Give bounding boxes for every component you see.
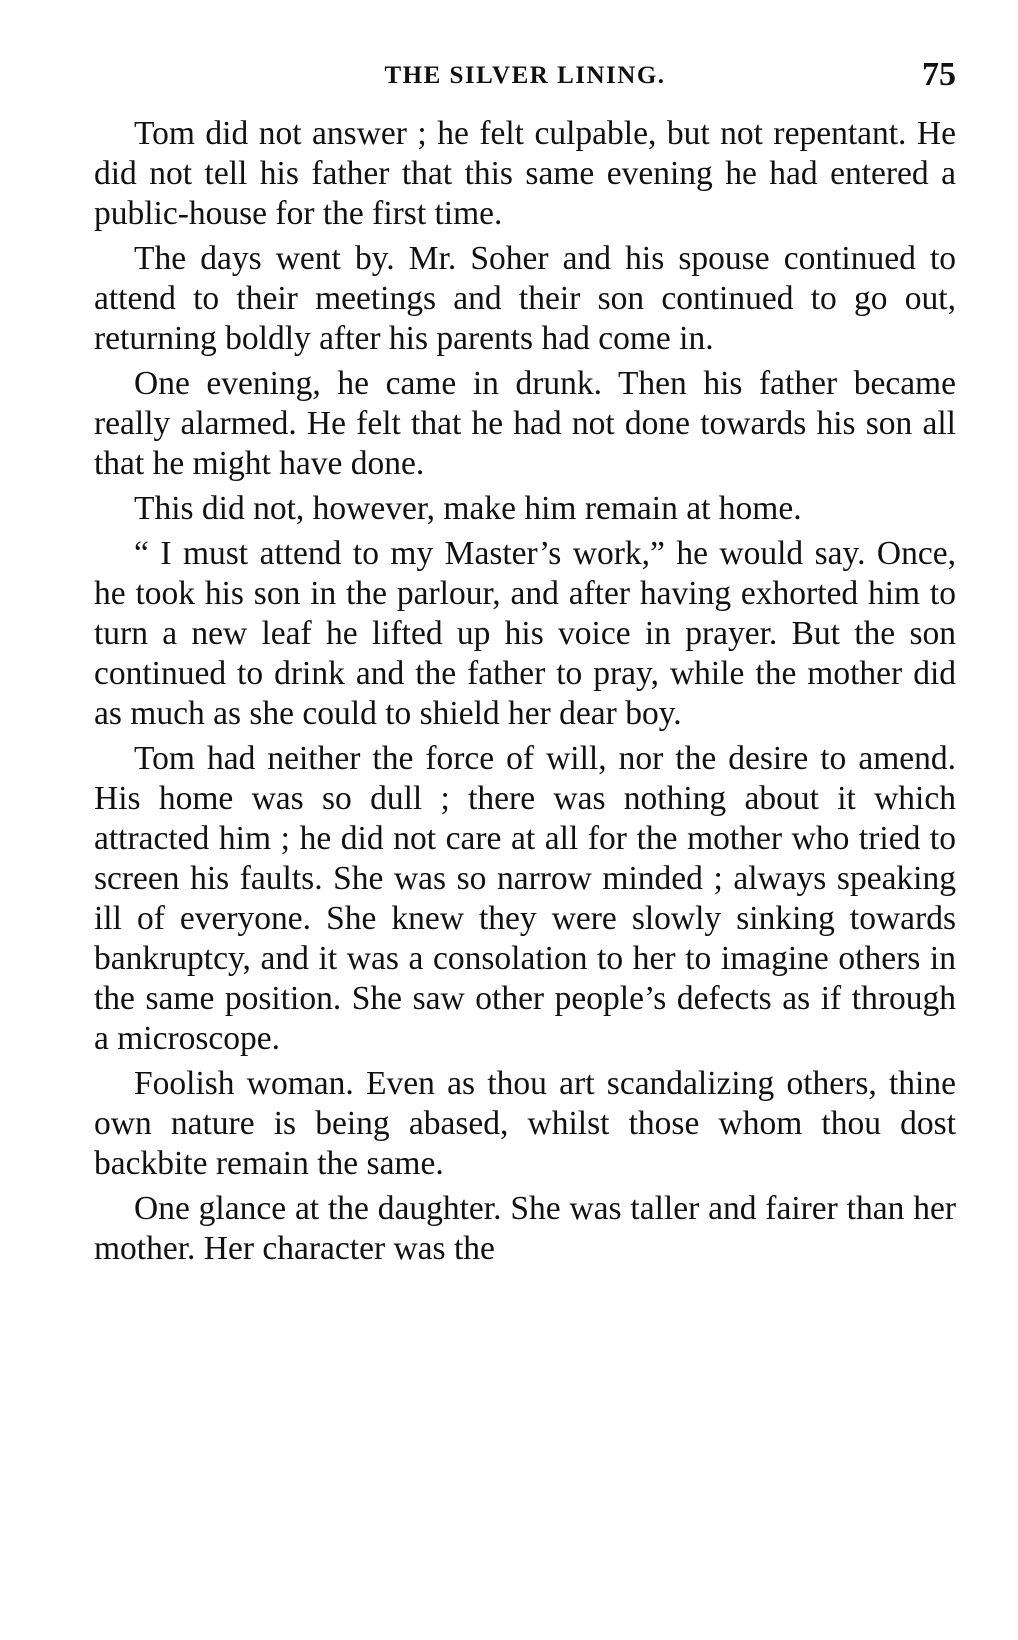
paragraph: This did not, however, make him remain at home.: [134, 490, 802, 527]
paragraph: Foolish woman. Even as thou art scandalizing others, thine own nature is being abased, whilst those whom thou dost backbite remain the same.: [94, 1065, 956, 1182]
paragraph: Tom did not answer ; he felt culpable, but not repentant. He did not tell his father that this same evening he had entered a public-house for the first time.: [94, 115, 956, 232]
running-header: [94, 56, 956, 100]
paragraph: Tom had neither the force of will, nor the desire to amend. His home was so dull ; there was nothing about it which attracted him ; he did not care at all for the mother who tried to screen his faults. She was so narrow minded ; always speaking ill of everyone. She knew they were slowly sinking towards bankruptcy, and it was a consolation to her to imagine others in the same position. She saw other people’s defects as if through a microscope.: [94, 740, 956, 1057]
paragraph: One glance at the daughter. She was taller and fairer than her mother. Her character was the: [94, 1190, 956, 1267]
body-text: [94, 114, 956, 1269]
paragraph: “ I must attend to my Master’s work,” he would say. Once, he took his son in the parlour, and after having exhorted him to turn a new leaf he lifted up his voice in prayer. But the son continued to drink and the father to pray, while the mother did as much as she could to shield her dear boy.: [94, 535, 956, 732]
paragraph: The days went by. Mr. Soher and his spouse continued to attend to their meetings and their son continued to go out, returning boldly after his parents had come in.: [94, 240, 956, 357]
paragraph: One evening, he came in drunk. Then his father became really alarmed. He felt that he had not done towards his son all that he might have done.: [94, 365, 956, 482]
book-page: [94, 56, 956, 1626]
page-number: 75: [922, 56, 956, 93]
running-title: THE SILVER LINING.: [384, 62, 666, 89]
